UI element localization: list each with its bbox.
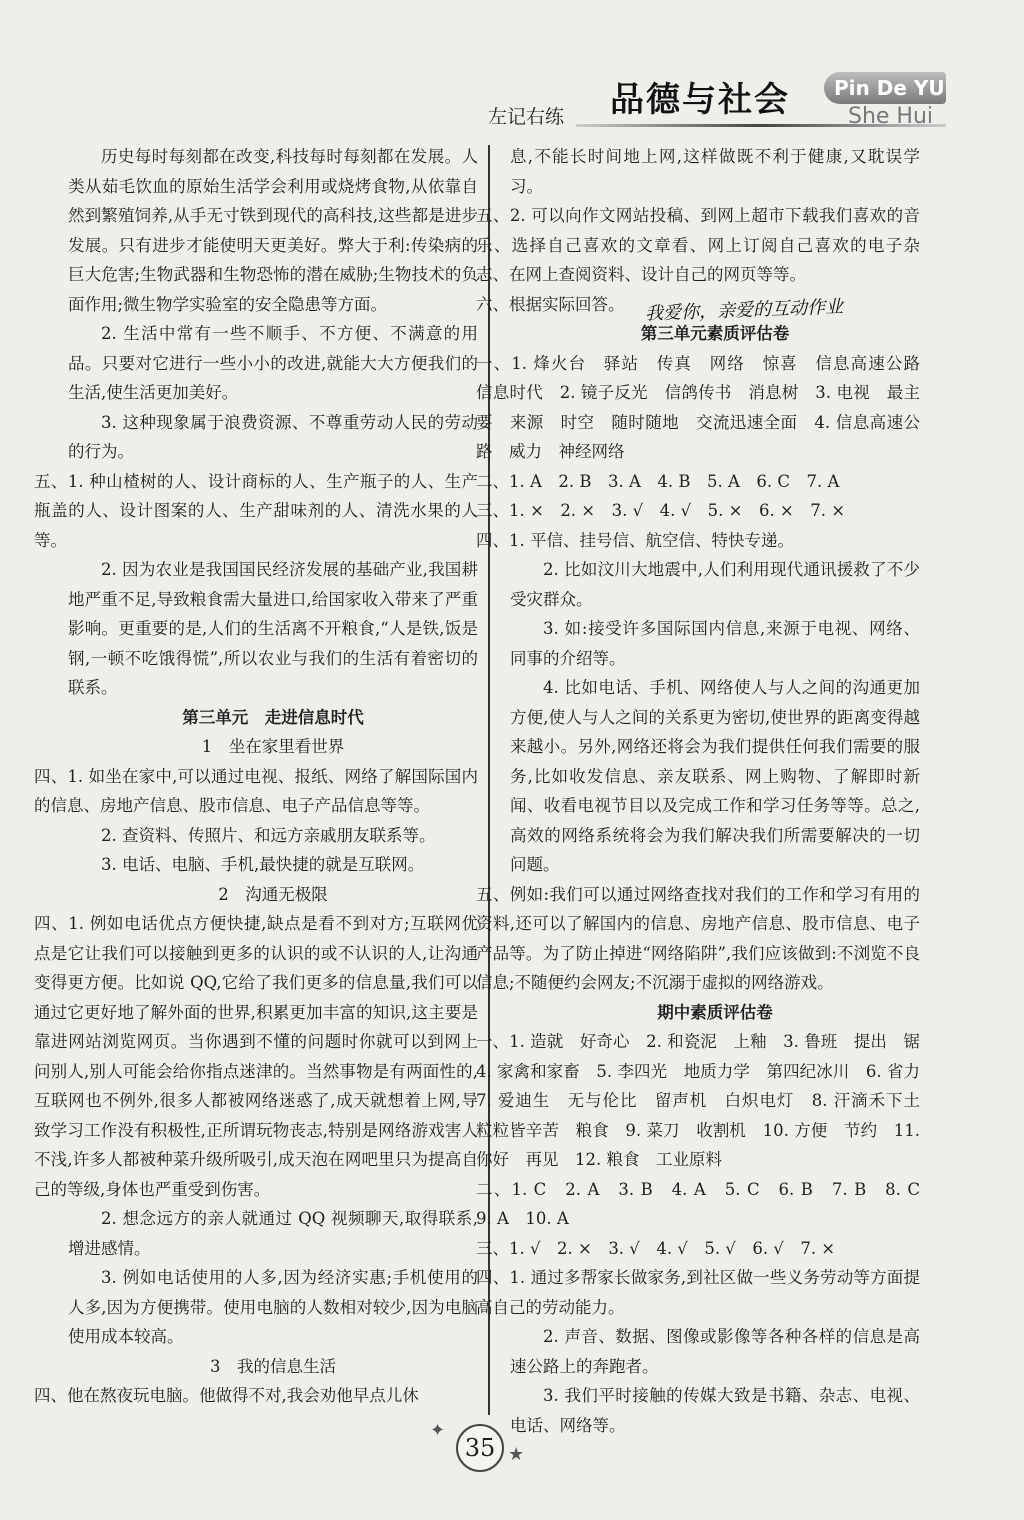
pinyin-badge: Pin De YU: [824, 72, 946, 104]
answer-paragraph: 2. 因为农业是我国国民经济发展的基础产业,我国耕地严重不足,导致粮食需大量进口,给国家收入带来了严重影响。更重要的是,人们的生活离不开粮食,“人是铁,饭是钢,一顿不吃饿得慌”,所以农业与我们的生活有着密切的联系。: [68, 560, 478, 697]
answer-paragraph: 4. 比如电话、手机、网络使人与人之间的沟通更加方便,使人与人之间的关系更为密切,使世界的距离变得越来越小。另外,网络还将会为我们提供任何我们需要的服务,比如收发信息、亲友联系、网上购物、了解即时新闻、收看电视节目以及完成工作和学习任务等等。总之,高效的网络系统将会为我们解决我们所需要解决的一切问题。: [510, 678, 920, 874]
page-header: [480, 64, 1000, 144]
answer-paragraph: 五、例如:我们可以通过网络查找对我们的工作和学习有用的资料,还可以了解国内的信息、房地产信息、股市信息、电子产品等。为了防止掉进“网络陷阱”,我们应该做到:不浏览不良信息;不随便约会网友;不沉溺于虚拟的网络游戏。: [476, 884, 920, 992]
answer-paragraph: 五、1. 种山楂树的人、设计商标的人、生产瓶子的人、生产瓶盖的人、设计图案的人、生产甜味剂的人、清洗水果的人等。: [34, 471, 478, 550]
section-title: 第三单元素质评估卷: [640, 324, 790, 343]
answer-paragraph: 四、1. 例如电话优点方便快捷,缺点是看不到对方;互联网优点是它让我们可以接触到更多的认识的或不认识的人,让沟通变得更方便。比如说 QQ,它给了我们更多的信息量,我们可以通过它更好地了解外面的世界,积累更加丰富的知识,这主要是靠进网站浏览网页。当你遇到不懂的问题时你就可以到网上问别人,别人可能会给你指点迷津的。当然事物是有两面性的,互联网也不例外,很多人都被网络迷惑了,成天就想着上网,导致学习工作没有积极性,正所谓玩物丧志,特别是网络游戏害人不浅,许多人都被种菜升级所吸引,成天泡在网吧里只为提高自己的等级,身体也严重受到伤害。: [34, 914, 478, 1199]
answer-paragraph: 二、1. A 2. B 3. A 4. B 5. A 6. C 7. A: [476, 471, 840, 491]
lesson-title: 3 我的信息生活: [210, 1356, 336, 1376]
handwritten-note: 我爱你，亲爱的互动作业: [644, 296, 844, 325]
book-subtitle: 左记右练: [488, 106, 565, 128]
answer-paragraph: 四、1. 平信、挂号信、航空信、特快专递。: [476, 530, 794, 550]
section-title: 期中素质评估卷: [657, 1002, 773, 1022]
answer-paragraph: 三、1. √ 2. × 3. √ 4. √ 5. √ 6. √ 7. ×: [476, 1238, 836, 1258]
answer-paragraph: 3. 电话、电脑、手机,最快捷的就是互联网。: [101, 855, 425, 874]
left-column: [34, 142, 478, 1411]
star-icon: ✦: [430, 1420, 446, 1441]
section-title: 第三单元 走进信息时代: [182, 707, 364, 727]
pinyin-she-hui: She Hui: [848, 104, 934, 129]
answer-paragraph: 一、1. 烽火台 驿站 传真 网络 惊喜 信息高速公路 信息时代 2. 镜子反光 信鸽传书 消息树 3. 电视 最主要 来源 时空 随时随地 交流迅速全面 4. 信息高速公路 威力 神经网络: [476, 353, 937, 461]
answer-paragraph: 五、2. 可以向作文网站投稿、到网上超市下载我们喜欢的音乐、选择自己喜欢的文章看、网上订阅自己喜欢的电子杂志、在网上查阅资料、设计自己的网页等等。: [476, 206, 920, 284]
answer-paragraph: 2. 生活中常有一些不顺手、不方便、不满意的用品。只要对它进行一些小小的改进,就能大大方便我们的生活,使生活更加美好。: [68, 324, 478, 402]
answer-paragraph: 四、1. 通过多帮家长做家务,到社区做一些义务劳动等方面提高自己的劳动能力。: [476, 1268, 920, 1317]
lesson-title: 2 沟通无极限: [218, 884, 328, 904]
answer-paragraph: 历史每时每刻都在改变,科技每时每刻都在发展。人类从茹毛饮血的原始生活学会利用或烧烤食物,从依靠自然到繁殖饲养,从手无寸铁到现代的高科技,这些都是进步发展。只有进步才能使明天更美好。弊大于利:传染病的巨大危害;生物武器和生物恐怖的潜在威胁;生物技术的负面作用;微生物学实验室的安全隐患等方面。: [68, 147, 478, 314]
answer-paragraph: 二、1. C 2. A 3. B 4. A 5. C 6. B 7. B 8. C 9. A 10. A: [476, 1179, 937, 1228]
answer-paragraph: 3. 这种现象属于浪费资源、不尊重劳动人民的劳动的行为。: [68, 412, 478, 461]
answer-paragraph: 3. 我们平时接触的传媒大致是书籍、杂志、电视、电话、网络等。: [510, 1386, 920, 1435]
answer-paragraph: 2. 查资料、传照片、和远方亲戚朋友联系等。: [101, 825, 436, 845]
answer-paragraph: 四、1. 如坐在家中,可以通过电视、报纸、网络了解国际国内的信息、房地产信息、股市信息、电子产品信息等等。: [34, 766, 478, 815]
star-icon: ★: [508, 1444, 525, 1465]
page-footer: [430, 1416, 525, 1480]
answer-paragraph: 3. 如:接受许多国际国内信息,来源于电视、网络、同事的介绍等。: [510, 619, 920, 668]
lesson-title: 1 坐在家里看世界: [201, 737, 345, 756]
answer-paragraph: 三、1. × 2. × 3. √ 4. √ 5. × 6. × 7. ×: [476, 501, 846, 520]
answer-paragraph: 2. 比如汶川大地震中,人们利用现代通讯援救了不少受灾群众。: [510, 560, 920, 609]
answer-paragraph: 2. 想念远方的亲人就通过 QQ 视频聊天,取得联系,增进感情。: [68, 1209, 478, 1258]
subject-title: 品德与社会: [610, 80, 790, 120]
answer-paragraph: 一、1. 造就 好奇心 2. 和瓷泥 上釉 3. 鲁班 提出 锯 4. 家禽和家畜 5. 李四光 地质力学 第四纪冰川 6. 省力 7. 爱迪生 无与伦比 留声机 白炽电灯 8. 汗滴禾下土 粒粒皆辛苦 粮食 9. 菜刀 收割机 10. 方便 节约 11. 你好 再见 12. 粮食 工业原料: [476, 1032, 937, 1169]
answer-paragraph: 息,不能长时间地上网,这样做既不利于健康,又耽误学习。: [510, 147, 920, 196]
right-column: [476, 142, 937, 1440]
answer-paragraph: 六、根据实际回答。: [476, 294, 625, 314]
answer-paragraph: 2. 声音、数据、图像或影像等各种各样的信息是高速公路上的奔跑者。: [510, 1327, 920, 1376]
answer-paragraph: 3. 例如电话使用的人多,因为经济实惠;手机使用的人多,因为方便携带。使用电脑的人数相对较少,因为电脑使用成本较高。: [68, 1268, 478, 1346]
page-number: 35: [456, 1424, 504, 1472]
answer-paragraph: 四、他在熬夜玩电脑。他做得不对,我会劝他早点儿休: [34, 1386, 419, 1405]
